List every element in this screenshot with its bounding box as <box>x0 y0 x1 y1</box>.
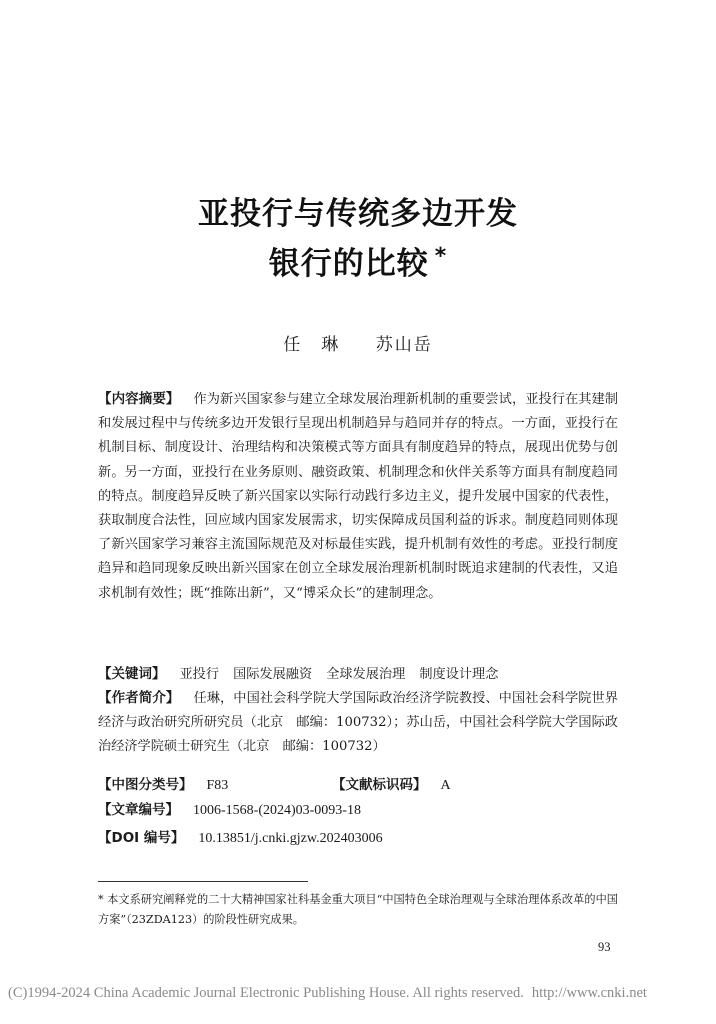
abstract-text: 作为新兴国家参与建立全球发展治理新机制的重要尝试，亚投行在其建制和发展过程中与传统多边开发银行呈现出机制趋异与趋同并存的特点。一方面，亚投行在机制目标、制度设计、治理结构和决策模式等方面具有制度趋异的特点，展现出优势与创新。另一方面，亚投行在业务原则、融资政策、机制理念和伙伴关系等方面具有制度趋同的特点。制度趋异反映了新兴国家以实际行动践行多边主义，提升发展中国家的代表性，获取制度合法性，回应域内国家发展需求，切实保障成员国利益的诉求。制度趋同则体现了新兴国家学习兼容主流国际规范及对标最佳实践，提升机制有效性的考虑。亚投行制度趋异和趋同现象反映出新兴国家在创立全球发展治理新机制时既追求建制的代表性，又追求机制有效性；既“推陈出新”，又“博采众长”的建制理念。 <box>98 392 619 601</box>
author-bio-label: 【作者简介】 <box>98 690 180 706</box>
article-title-text: 银行的比较 <box>268 246 429 282</box>
article-number-value: 1006-1568-(2024)03-0093-18 <box>193 803 361 818</box>
keywords-label: 【关键词】 <box>98 666 166 682</box>
author-name: 苏山岳 <box>375 335 433 355</box>
keyword: 全球发展治理 <box>326 667 406 682</box>
abstract-label: 【内容摘要】 <box>98 391 180 407</box>
keyword: 制度设计理念 <box>419 667 499 682</box>
author-bio-text: 任琳，中国社会科学院大学国际政治经济学院教授、中国社会科学院世界经济与政治研究所研究员（北京 邮编：100732）；苏山岳，中国社会科学院大学国际政治经济学院硕士研究生（北京 邮编：100732） <box>98 691 619 755</box>
author-bio-section <box>98 686 618 760</box>
article-title-line-1: 亚投行与传统多边开发 <box>198 196 518 232</box>
article-number-label: 【文章编号】 <box>98 802 179 818</box>
copyright-url[interactable]: http://www.cnki.net <box>531 985 647 1001</box>
footnote-divider <box>98 881 308 882</box>
keyword: 亚投行 <box>179 667 220 682</box>
keyword: 国际发展融资 <box>233 667 313 682</box>
author-list <box>0 330 716 355</box>
footnote-marker[interactable]: * <box>434 243 448 269</box>
doi-value[interactable]: 10.13851/j.cnki.gjzw.202403006 <box>198 831 383 846</box>
document-code-label: 【文献标识码】 <box>332 777 427 793</box>
footnote: * 本文系研究阐释党的二十大精神国家社科基金重大项目“中国特色全球治理观与全球治理体系改革的中国方案”（23ZDA123）的阶段性研究成果。 <box>98 893 618 926</box>
article-title-line-2 <box>0 238 716 283</box>
copyright-notice <box>0 985 716 1002</box>
page-number: 93 <box>598 940 611 954</box>
article-number-row <box>98 798 361 823</box>
doi-row <box>98 826 383 851</box>
document-code-value: A <box>440 778 451 793</box>
abstract-section <box>98 387 618 606</box>
document-code-row <box>332 773 451 798</box>
copyright-text: (C)1994-2024 China Academic Journal Electronic Publishing House. All rights reserved. <box>8 985 524 1001</box>
doi-label: 【DOI 编号】 <box>98 830 185 846</box>
clc-label: 【中图分类号】 <box>98 777 193 793</box>
author-name: 任 琳 <box>283 335 341 355</box>
clc-value: F83 <box>206 778 229 793</box>
clc-number-row <box>98 773 228 798</box>
keywords-section <box>98 662 618 687</box>
